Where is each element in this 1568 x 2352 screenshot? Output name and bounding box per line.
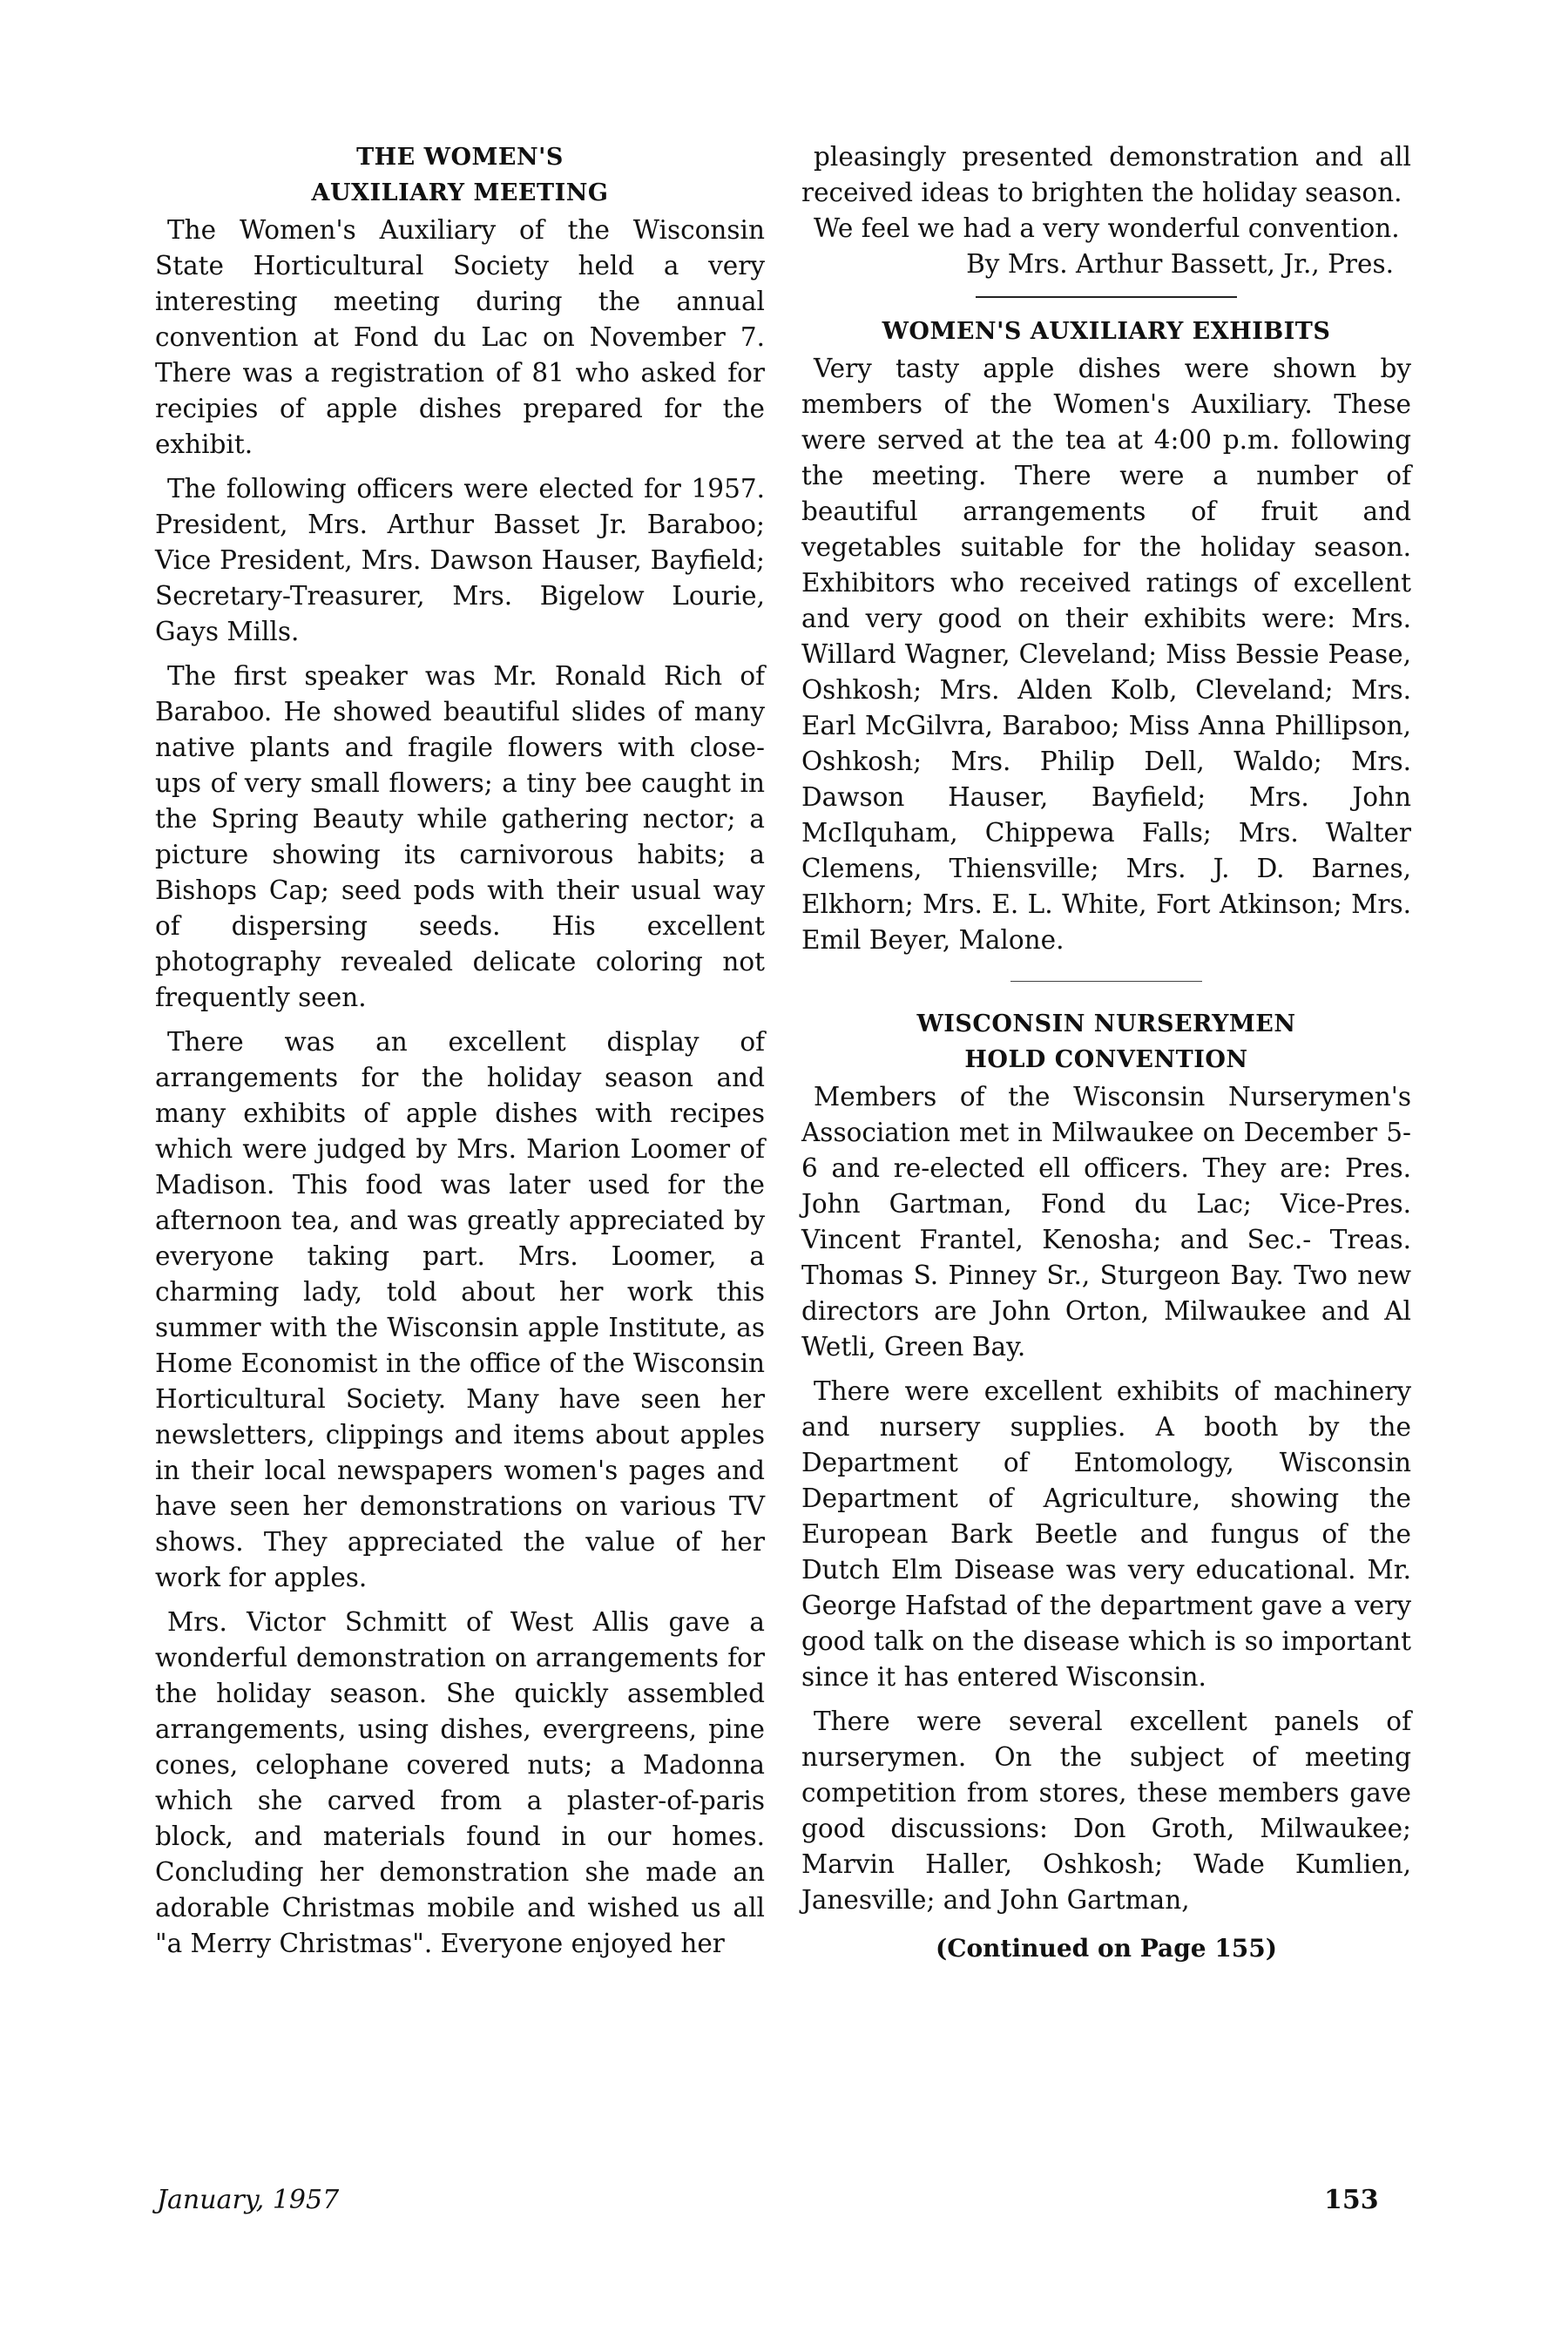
womens-auxiliary-exhibits-heading (801, 314, 1411, 349)
nurserymen-heading-line-1: WISCONSIN NURSERYMEN (916, 1010, 1296, 1037)
meeting-paragraph-4: There was an excellent display of arrangements for the holiday season and many exhibits of apple dishes with recipes which were judged by Mrs. Marion Loomer of Madison. This food was later used for the afternoon tea, and was greatly appreciated by everyone taking part. Mrs. Loomer, a charming lady, told about her work this summer with the Wisconsin apple Institute, as Home Economist in the office of the Wisconsin Horticultural Society. Many have seen her newsletters, clippings and items about apples in their local newspapers women's pages and have seen her demonstrations on various TV shows. They appreciated the value of her work for apples. (155, 1027, 765, 1592)
left-column (155, 139, 765, 1970)
exhibits-heading-text: WOMEN'S AUXILIARY EXHIBITS (882, 318, 1331, 345)
nurserymen-paragraph-3: There were several excellent panels of nurserymen. On the subject of meeting competition from stores, these members gave good discussions: Don Groth, Milwaukee; Marvin Haller, Oshkosh; Wade Kumlien, Janesville; and John Gartman, (801, 1707, 1411, 1915)
nurserymen-heading-line-2: HOLD CONVENTION (964, 1046, 1248, 1073)
meeting-paragraph-2: The following officers were elected for 1957. President, Mrs. Arthur Basset Jr. Baraboo; Vice President, Mrs. Dawson Hauser, Bayfield; Secretary-Treasurer, Mrs. Bigelow Lourie, Gays Mills. (155, 474, 765, 646)
meeting-paragraph-5: Mrs. Victor Schmitt of West Allis gave a wonderful demonstration on arrangements for the holiday season. She quickly assembled arrangements, using dishes, evergreens, pine cones, celophane covered nuts; a Madonna which she carved from a plaster-of-paris block, and materials found in our homes. Concluding her demonstration she made an adorable Christmas mobile and wished us all "a Merry Christmas". Everyone enjoyed her (155, 1607, 765, 1958)
womens-auxiliary-meeting-heading (155, 139, 765, 211)
exhibits-paragraph: Very tasty apple dishes were shown by members of the Women's Auxiliary. These were served at the tea at 4:00 p.m. following the meeting. There were a number of beautiful arrangements of fruit and vegetables suitable for the holiday season. Exhibitors who received ratings of excellent and very good on their exhibits were: Mrs. Willard Wagner, Cleveland; Miss Bessie Pease, Oshkosh; Mrs. Alden Kolb, Cleveland; Mrs. Earl McGilvra, Baraboo; Miss Anna Phillipson, Oshkosh; Mrs. Philip Dell, Waldo; Mrs. Dawson Hauser, Bayfield; Mrs. John McIlquham, Chippewa Falls; Mrs. Walter Clemens, Thiensville; Mrs. J. D. Barnes, Elkhorn; Mrs. E. L. White, Fort Atkinson; Mrs. Emil Beyer, Malone. (801, 354, 1411, 955)
nurserymen-paragraph-2: There were excellent exhibits of machinery and nursery supplies. A booth by the Department of Entomology, Wisconsin Department of Agriculture, showing the European Bark Beetle and fungus of the Dutch Elm Disease was very educational. Mr. George Hafstad of the department gave a very good talk on the disease which is so important since it has entered Wisconsin. (801, 1376, 1411, 1692)
footer-date: January, 1957 (157, 2185, 340, 2215)
nurserymen-paragraph-1: Members of the Wisconsin Nurserymen's Association met in Milwaukee on December 5-6 and re-elected ell officers. They are: Pres. John Gartman, Fond du Lac; Vice-Pres. Vincent Frantel, Kenosha; and Sec.- Treas. Thomas S. Pinney Sr., Sturgeon Bay. Two new directors are John Orton, Milwaukee and Al Wetli, Green Bay. (801, 1082, 1411, 1362)
heading-line-2: AUXILIARY MEETING (311, 179, 609, 206)
page-number: 153 (1324, 2185, 1379, 2215)
heading-line-1: THE WOMEN'S (356, 144, 564, 171)
section-divider-short (1010, 981, 1202, 982)
continuation-paragraph-1: pleasingly presented demonstration and all received ideas to brighten the holiday season. (801, 142, 1411, 207)
continuation-paragraph-2: We feel we had a very wonderful convention. (814, 213, 1400, 243)
section-divider (976, 296, 1237, 298)
right-column (801, 139, 1411, 1966)
meeting-paragraph-3: The first speaker was Mr. Ronald Rich of Baraboo. He showed beautiful slides of many native plants and fragile flowers with close-ups of very small flowers; a tiny bee caught in the Spring Beauty while gathering nector; a picture showing its carnivorous habits; a Bishops Cap; seed pods with their usual way of dispersing seeds. His excellent photography revealed delicate coloring not frequently seen. (155, 661, 765, 1012)
continued-on-page-note: (Continued on Page 155) (935, 1934, 1278, 1963)
meeting-paragraph-1: The Women's Auxiliary of the Wisconsin State Horticultural Society held a very interesting meeting during the annual convention at Fond du Lac on November 7. There was a registration of 81 who asked for recipies of apple dishes prepared for the exhibit. (155, 215, 765, 459)
nurserymen-convention-heading (801, 1006, 1411, 1078)
signature: By Mrs. Arthur Bassett, Jr., Pres. (966, 249, 1394, 279)
